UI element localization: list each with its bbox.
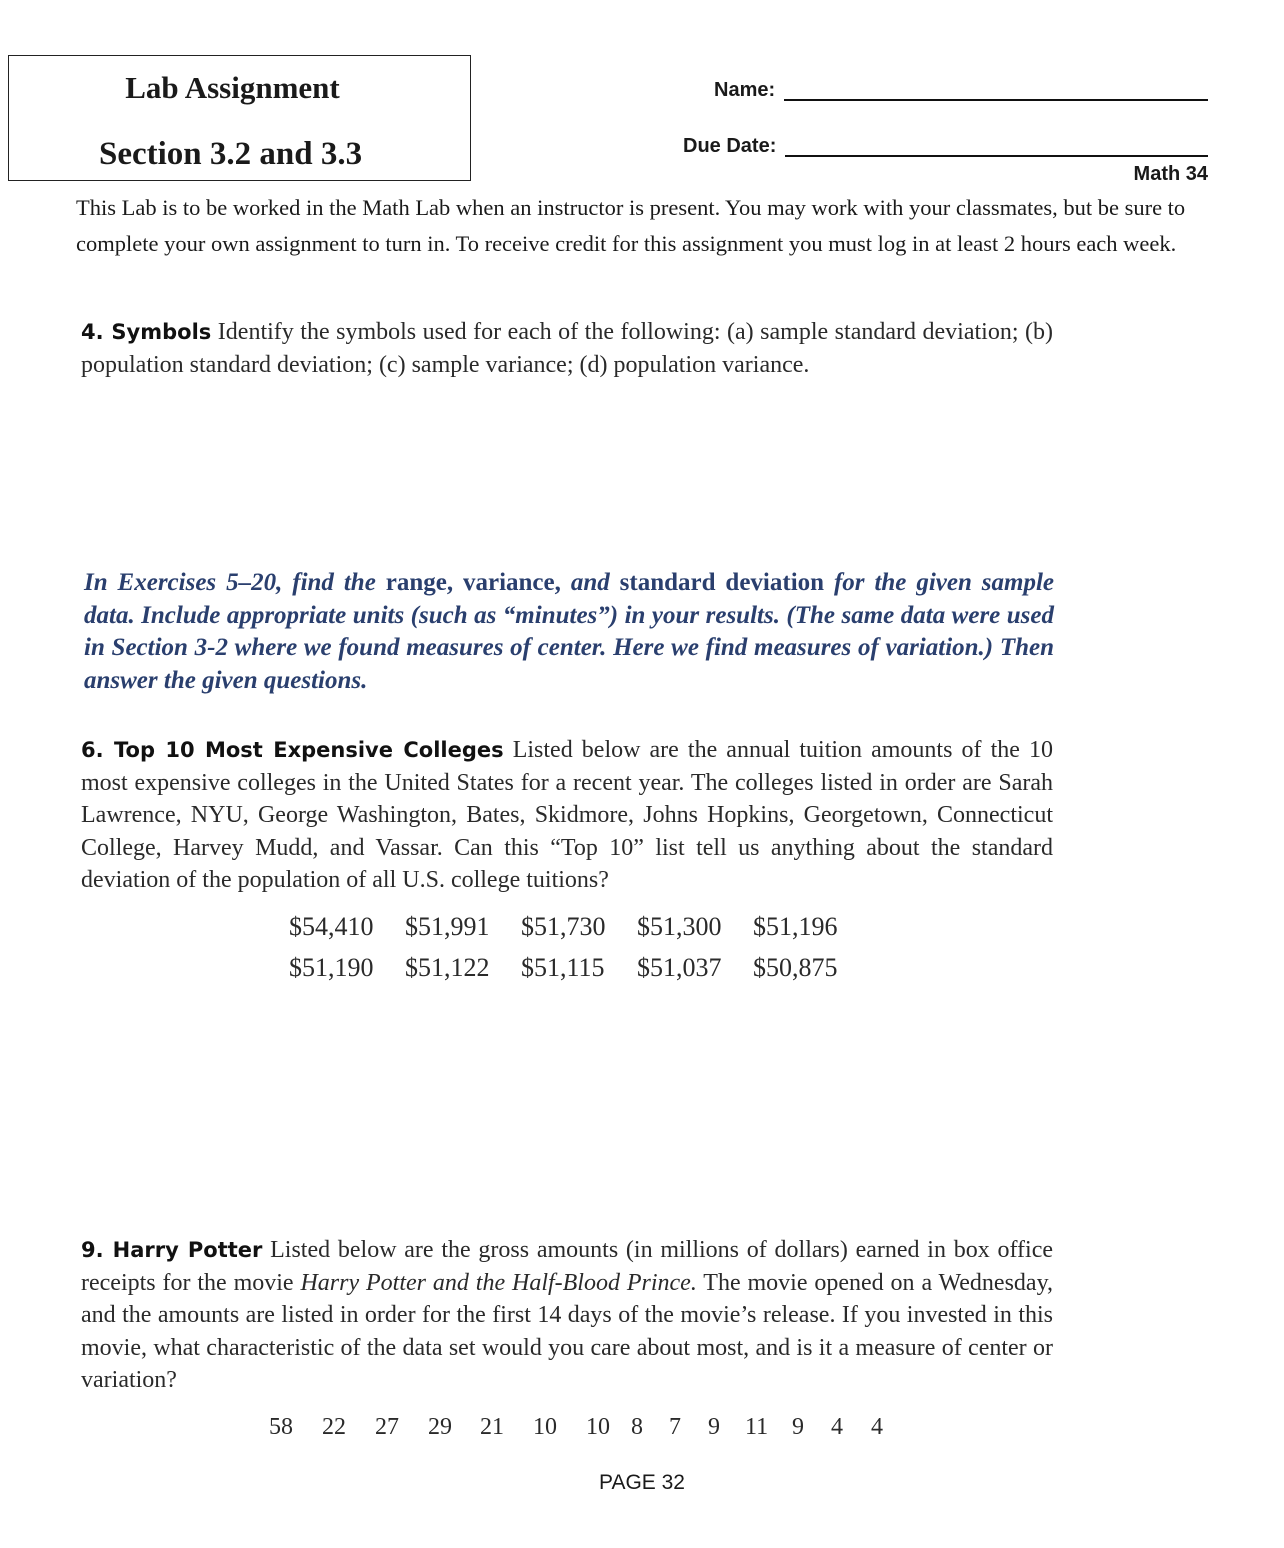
instructions-part-3: and: [560, 569, 620, 596]
course-label: Math 34: [1133, 163, 1208, 185]
box-office-value: 7: [669, 1414, 681, 1440]
box-office-value: 29: [428, 1414, 452, 1440]
tuition-value: $51,037: [637, 953, 722, 982]
exercise-instructions: [84, 567, 1054, 697]
problem-9-text-b: The movie opened on a Wednesday, and the amounts are listed in order for the first 14 days of the movie’s release. If you invested in this movie, what characteristic of the data set would you care about most, and is it a measure of center or variation?: [81, 1269, 1054, 1393]
problem-9-number: 9. Harry Potter: [81, 1238, 263, 1262]
box-office-data: [269, 1414, 891, 1441]
problem-4-text: Identify the symbols used for each of the following: (a) sample standard deviation; (b) population standard deviation; (c) sample variance; (d) population variance.: [81, 319, 1053, 378]
intro-paragraph: This Lab is to be worked in the Math Lab when an instructor is present. You may work with your classmates, but be sure to complete your own assignment to turn in. To receive credit for this assignment you must log in at least 2 hours each week.: [76, 195, 1186, 256]
due-date-field[interactable]: [785, 155, 1208, 157]
instructions-part-4: standard deviation: [619, 569, 825, 596]
box-office-value: 9: [708, 1414, 720, 1440]
tuition-value: $51,300: [637, 912, 722, 941]
box-office-value: 10: [533, 1414, 557, 1440]
tuition-value: $51,122: [405, 953, 490, 982]
box-office-value: 10: [586, 1414, 610, 1440]
instructions-part-5: for the given sample data. Include appropriate units (such as “minutes”) in your results. (The same data were used in Section 3-2 where we found measures of center. Here we find measures of variation.) Then answer the given questions.: [84, 569, 1054, 694]
name-label: Name:: [714, 79, 776, 101]
box-office-value: 22: [322, 1414, 346, 1440]
tuition-value: $51,196: [753, 912, 838, 941]
tuition-value: $51,730: [521, 912, 606, 941]
name-field[interactable]: [784, 99, 1208, 101]
problem-6-number: 6. Top 10 Most Expensive Colleges: [81, 738, 504, 762]
instructions-part-1: In Exercises 5–20, find the: [84, 569, 386, 596]
tuition-value: $50,875: [753, 953, 838, 982]
problem-9: [81, 1234, 1053, 1397]
tuition-row-1: [289, 912, 869, 942]
title-section: Section 3.2 and 3.3: [99, 136, 363, 172]
problem-6-text: Listed below are the annual tuition amounts of the 10 most expensive colleges in the United States for a recent year. The colleges listed in order are Sarah Lawrence, NYU, George Washington, Bates, Skidmore, Johns Hopkins, Georgetown, Connecticut College, Harvey Mudd, and Vassar. Can this “Top 10” list tell us anything about the standard deviation of the population of all U.S. college tuitions?: [81, 737, 1053, 893]
title-lab-assignment: Lab Assignment: [125, 70, 340, 105]
box-office-value: 21: [480, 1414, 504, 1440]
box-office-value: 8: [631, 1414, 643, 1440]
problem-4: [81, 316, 1053, 381]
box-office-value: 4: [831, 1414, 843, 1440]
movie-title: Harry Potter and the Half-Blood Prince.: [300, 1269, 697, 1296]
instructions-part-2: range, variance,: [385, 569, 561, 596]
tuition-row-2: [289, 953, 869, 983]
problem-4-number: 4. Symbols: [81, 320, 212, 344]
box-office-value: 4: [871, 1414, 883, 1440]
problem-6: [81, 734, 1053, 897]
box-office-value: 58: [269, 1414, 293, 1440]
box-office-value: 27: [375, 1414, 399, 1440]
tuition-value: $54,410: [289, 912, 374, 941]
tuition-value: $51,991: [405, 912, 490, 941]
due-date-label: Due Date:: [683, 135, 777, 157]
page-number: PAGE 32: [599, 1471, 685, 1494]
box-office-value: 11: [745, 1414, 769, 1440]
tuition-value: $51,115: [521, 953, 605, 982]
box-office-value: 9: [792, 1414, 804, 1440]
title-box: [8, 55, 471, 181]
problem-9-text-a: Listed below are the gross amounts (in millions of dollars) earned in box office receipts for the movie: [81, 1237, 1053, 1296]
tuition-value: $51,190: [289, 953, 374, 982]
